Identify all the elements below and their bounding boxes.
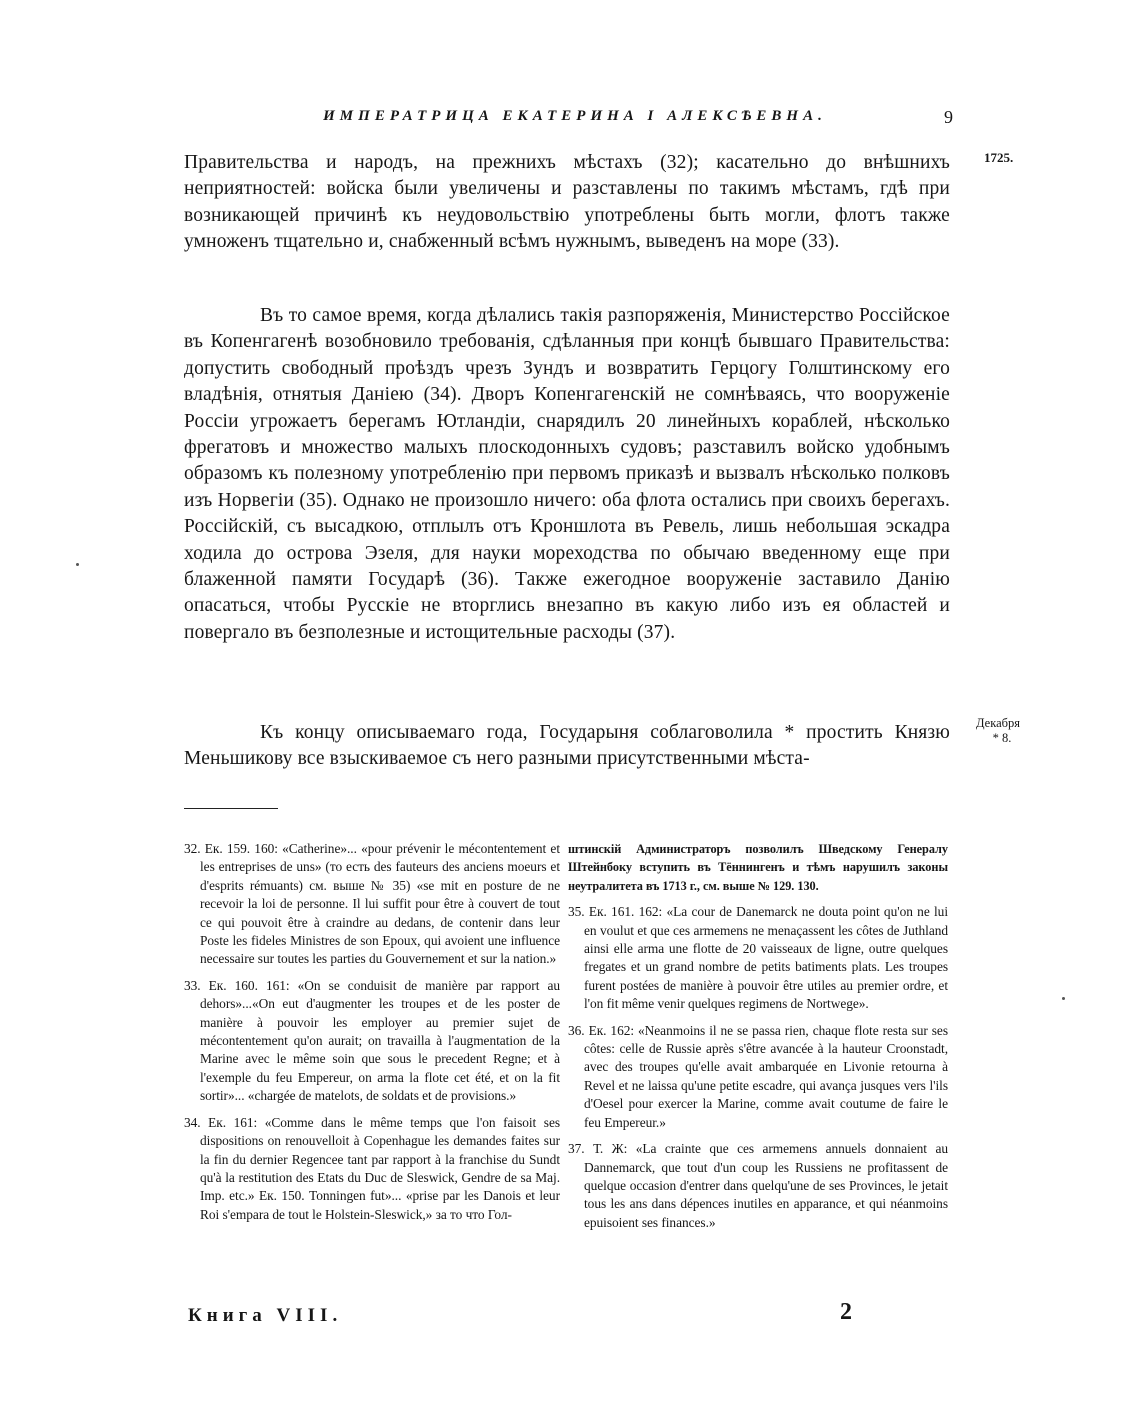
footnotes-right-column [568, 840, 948, 1240]
margin-year-note: 1725. [984, 150, 1014, 165]
sheet-number: 2 [840, 1299, 852, 1325]
paragraph-text: Въ то самое время, когда дѣлались такія разпоряженія, Министерство Россійское въ Копенгагенѣ возобновило требованія, сдѣланныя при концѣ бывшаго Правительства: допустить свободный проѣздъ чрезъ Зундъ и возвратить Герцогу Голштинскому его владѣнія, отнятыя Даніею (34). Дворъ Копенгагенскій не сомнѣваясь, что вооруженіе Россіи угрожаетъ берегамъ Ютландіи, снарядилъ 20 линейныхъ кораблей, нѣсколько фрегатовъ и множество малыхъ плоскодонныхъ судовъ; разставилъ войско удобнымъ образомъ къ полезному употребленію при первомъ приказѣ и вызвалъ нѣсколько полковъ изъ Норвегіи (35). Однако не произошло ничего: оба флота остались при своихъ берегахъ. Россійскій, съ высадкою, отплылъ отъ Кроншлота въ Ревель, лишь небольшая эскадра ходила до острова Эзеля, для науки мореходства по обычаю введенному еще при блаженной памяти Государѣ (36). Также ежегодное вооруженіе заставило Данію опасаться, чтобы Русскіе не вторглись внезапно въ какую либо изъ ея областей и повергало въ безполезные и истощительные расходы (37). [184, 305, 950, 643]
body-paragraph-1 [184, 150, 950, 256]
footnote-36: 36. Ек. 162: «Neanmoins il ne se passa rien, chaque flote resta sur ses côtes: celle de Russie après s'être avancée à la hauteur Croonstadt, avec des troupes qu'elle avait ambarquée en Livonie retourna à Revel et ne laissa qu'une petite escadre, qui avança jusques vers l'ils d'Oesel pour exercer la Marine, comme avait coutume de faire le feu Empereur.» [568, 1022, 948, 1130]
footnote-37: 37. Т. Ж: «La crainte que ces armemens annuels donnaient au Dannemarck, que tout d'un coup les Russiens ne profitassent de quelque occasion d'entrer dans quelqu'une de ses Provinces, le jetait tous les ans dans dépences inutiles en apparance, et qui néanmoins epuisoient ses finances.» [568, 1141, 948, 1230]
footnote-35: 35. Ек. 161. 162: «La cour de Danemarck ne douta point qu'on ne lui en voulut et que ces armemens ne menaçassent les côtes de Juthland ainsi elle arma une flotte de 20 vaisseaux de ligne, outre quelques fregates et un grand nombre de petits batiments plats. Les troupes furent postées de manière à pouvoir être utiles au premier ordre, et l'on fit même venir quelques regimens de Nortwege». [568, 904, 948, 1012]
footnotes-left-column [184, 840, 560, 1232]
footnote-34: 34. Ек. 161: «Comme dans le même temps que l'on faisoit ses dispositions on renouvelloit à Copenhague les demandes faites sur la fin du dernier Regencee tant par rapport à la franchise du Sundt qu'à la restitution des Etats du Duc de Sleswick, Gendre de sa Maj. Imp. etc.» Ек. 150. Tonningen fut»... «prise par les Danois et leur Roi s'empara de tout le Holstein-Sleswick,» за то что Гол- [184, 1114, 560, 1222]
footnote-separator-rule [184, 808, 278, 809]
margin-date-month: Декабря [975, 716, 1021, 730]
margin-date-day: * 8. [992, 731, 1012, 745]
margin-date-note [968, 716, 1028, 746]
body-paragraph-2 [184, 303, 950, 646]
paper-speck [1062, 997, 1065, 1000]
page-number: 9 [944, 107, 953, 127]
footnote-33: 33. Ек. 160. 161: «On se conduisit de manière par rapport au dehors»...«On eut d'augmenter les troupes et de les poster de manière à pouvoir les employer au premier sujet de mécontentement qu'on aurait; on travailla à l'augmentation de la Marine avec le même soin que sous le precedent Regne; et à l'exemple du feu Empereur, on arma la flote cet été, et on la fit sortir»... «chargée de matelots, de soldats et de provisions.» [184, 977, 560, 1104]
paragraph-text: Правительства и народъ, на прежнихъ мѣстахъ (32); касательно до внѣшнихъ неприятностей: войска были увеличены и разставлены по такимъ мѣстамъ, гдѣ при возникающей причинѣ къ неудовольствію употреблены быть могли, флотъ также умноженъ тщательно и, снабженный всѣмъ нужнымъ, выведенъ на море (33). [184, 152, 950, 253]
book-signature: Книга VIII. [188, 1305, 343, 1326]
paragraph-text: Къ концу описываемаго года, Государыня соблаговолила * простить Князю Меньшикову все взыскиваемое съ него разными присутственными мѣста- [184, 722, 950, 770]
running-header-title: ИМПЕРАТРИЦА ЕКАТЕРИНА I АЛЕКСѢЕВНА. [323, 108, 827, 124]
footnote-32: 32. Ек. 159. 160: «Catherine»... «pour prévenir le mécontentement et les entreprises de uns» (то есть des fauteurs des anciens moeurs et d'esprits rémuants) см. выше № 35) «se mit en posture de ne recevoir la loi de personne. Il lui suffit pour être à couvert de tout ce qui pouvoit être à craindre au dedans, de contenir dans leur Poste les fideles Ministres de son Epoux, qui avoient une influence necessaire sur toutes les parties du Gouvernement et sur la nation.» [184, 841, 560, 967]
paper-speck [76, 563, 79, 566]
body-paragraph-3 [184, 720, 950, 773]
footnote-34-continuation: штинскій Администраторъ позволилъ Шведскому Генералу Штейнбоку вступить въ Тённингенъ и тѣмъ нарушилъ законы неутралитета въ 1713 г., см. выше № 129. 130. [568, 842, 948, 893]
